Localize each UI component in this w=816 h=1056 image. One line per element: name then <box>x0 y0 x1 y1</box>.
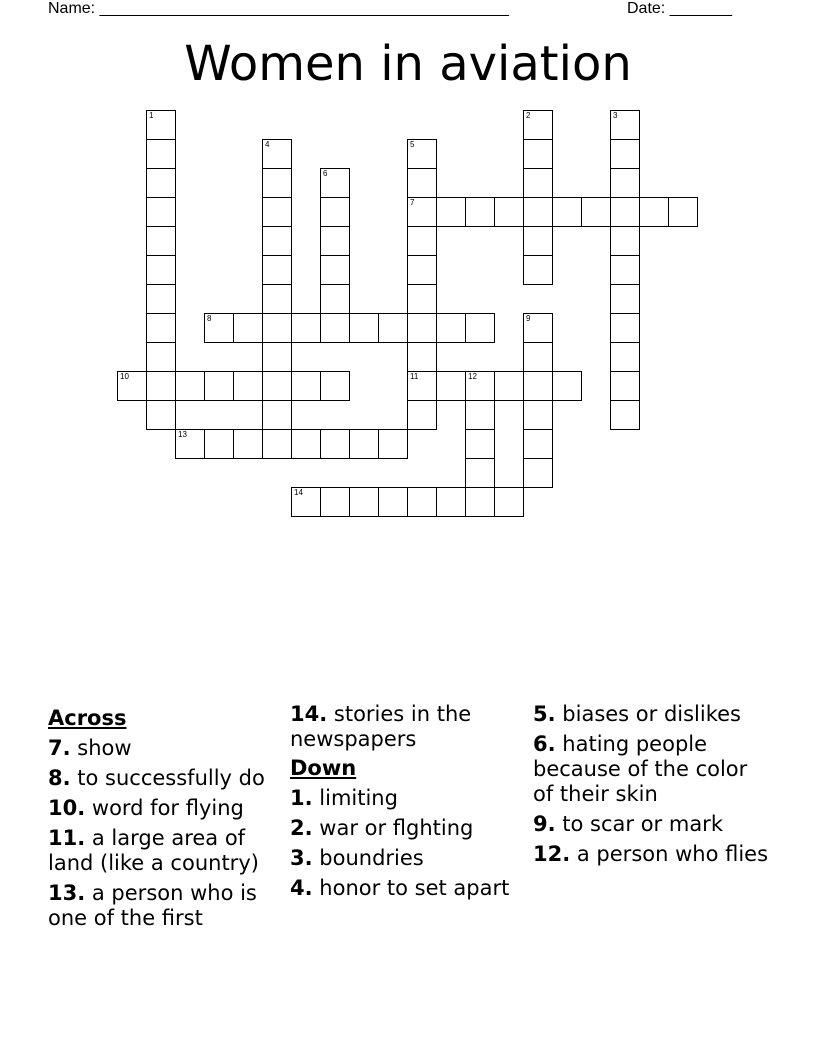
grid-cell[interactable] <box>175 429 205 459</box>
clue-number: 9. <box>533 812 556 836</box>
clue-text: show <box>77 736 132 760</box>
clue-text: honor to set apart <box>319 876 510 900</box>
clue-across-10 <box>48 796 288 821</box>
grid-cell[interactable] <box>320 429 350 459</box>
grid-cell[interactable] <box>523 429 553 459</box>
grid-cell[interactable] <box>610 168 640 198</box>
clue-column-1 <box>48 702 288 931</box>
clue-text: a large area of land (like a country) <box>48 826 259 875</box>
grid-cell[interactable] <box>407 168 437 198</box>
clue-number-label: 5 <box>410 140 415 149</box>
clue-number-label: 9 <box>526 314 531 323</box>
clue-down-12 <box>533 842 773 867</box>
clue-number: 2. <box>290 816 313 840</box>
grid-cell[interactable] <box>523 458 553 488</box>
grid-cell[interactable] <box>523 139 553 169</box>
grid-cell[interactable] <box>349 313 379 343</box>
date-field[interactable]: Date: _______ <box>627 0 732 17</box>
clue-text: biases or dislikes <box>562 702 741 726</box>
clue-down-1 <box>290 786 530 811</box>
grid-cell[interactable] <box>146 313 176 343</box>
clue-number-label: 11 <box>410 372 419 381</box>
grid-cell[interactable] <box>407 400 437 430</box>
grid-cell[interactable] <box>320 371 350 401</box>
grid-cell[interactable] <box>262 226 292 256</box>
grid-cell[interactable] <box>465 313 495 343</box>
clue-number: 13. <box>48 881 86 905</box>
grid-cell[interactable] <box>320 226 350 256</box>
clue-across-11 <box>48 826 288 876</box>
clue-number-label: 13 <box>178 430 187 439</box>
grid-cell[interactable] <box>494 197 524 227</box>
grid-cell[interactable] <box>523 255 553 285</box>
clue-text: stories in the newspapers <box>290 702 472 751</box>
grid-cell[interactable] <box>668 197 698 227</box>
grid-cell[interactable] <box>204 429 234 459</box>
clue-number-label: 1 <box>149 111 154 120</box>
grid-cell[interactable] <box>378 429 408 459</box>
grid-cell[interactable] <box>204 371 234 401</box>
clue-across-14 <box>290 702 530 752</box>
grid-cell[interactable] <box>146 371 176 401</box>
grid-cell[interactable] <box>523 371 553 401</box>
clue-text: limiting <box>319 786 398 810</box>
clue-text: boundries <box>319 846 424 870</box>
grid-cell[interactable] <box>465 487 495 517</box>
grid-cell[interactable] <box>494 371 524 401</box>
grid-cell[interactable] <box>407 487 437 517</box>
grid-cell[interactable] <box>291 429 321 459</box>
grid-cell[interactable] <box>262 400 292 430</box>
clue-number-label: 8 <box>207 314 212 323</box>
grid-cell[interactable] <box>320 255 350 285</box>
grid-cell[interactable] <box>407 197 437 227</box>
grid-cell[interactable] <box>523 110 553 140</box>
grid-cell[interactable] <box>291 371 321 401</box>
grid-cell[interactable] <box>407 371 437 401</box>
clue-number-label: 7 <box>410 198 415 207</box>
grid-cell[interactable] <box>146 255 176 285</box>
grid-cell[interactable] <box>146 139 176 169</box>
clue-number-label: 6 <box>323 169 328 178</box>
grid-cell[interactable] <box>610 342 640 372</box>
grid-cell[interactable] <box>262 342 292 372</box>
clue-number: 10. <box>48 796 86 820</box>
grid-cell[interactable] <box>204 313 234 343</box>
grid-cell[interactable] <box>262 255 292 285</box>
clue-down-6 <box>533 732 773 807</box>
clue-number: 7. <box>48 736 71 760</box>
grid-cell[interactable] <box>465 458 495 488</box>
clue-number: 11. <box>48 826 86 850</box>
grid-cell[interactable] <box>407 255 437 285</box>
grid-cell[interactable] <box>262 284 292 314</box>
clue-number-label: 2 <box>526 111 531 120</box>
clue-number: 3. <box>290 846 313 870</box>
grid-cell[interactable] <box>146 284 176 314</box>
clue-column-2 <box>290 702 530 901</box>
grid-cell[interactable] <box>349 487 379 517</box>
grid-cell[interactable] <box>407 284 437 314</box>
clue-down-9 <box>533 812 773 837</box>
grid-cell[interactable] <box>233 371 263 401</box>
clue-number-label: 4 <box>265 140 270 149</box>
grid-cell[interactable] <box>262 429 292 459</box>
grid-cell[interactable] <box>146 168 176 198</box>
clue-text: a person who is one of the first <box>48 881 257 930</box>
grid-cell[interactable] <box>523 342 553 372</box>
grid-cell[interactable] <box>262 313 292 343</box>
clue-number: 14. <box>290 702 328 726</box>
grid-cell[interactable] <box>291 313 321 343</box>
grid-cell[interactable] <box>610 371 640 401</box>
clue-text: a person who flies <box>576 842 769 866</box>
grid-cell[interactable] <box>465 371 495 401</box>
grid-cell[interactable] <box>610 400 640 430</box>
grid-cell[interactable] <box>494 487 524 517</box>
grid-cell[interactable] <box>262 168 292 198</box>
clue-number: 6. <box>533 732 556 756</box>
grid-cell[interactable] <box>262 197 292 227</box>
grid-cell[interactable] <box>436 197 466 227</box>
down-heading: Down <box>290 756 357 780</box>
grid-cell[interactable] <box>146 226 176 256</box>
clue-number-label: 12 <box>468 372 477 381</box>
grid-cell[interactable] <box>610 313 640 343</box>
grid-cell[interactable] <box>262 139 292 169</box>
grid-cell[interactable] <box>465 197 495 227</box>
clue-down-5 <box>533 702 773 727</box>
clue-number-label: 3 <box>613 111 618 120</box>
clue-number: 5. <box>533 702 556 726</box>
grid-cell[interactable] <box>581 197 611 227</box>
grid-cell[interactable] <box>639 197 669 227</box>
grid-cell[interactable] <box>146 342 176 372</box>
name-field[interactable]: Name: ______________________________________________ <box>48 0 509 17</box>
clue-across-13 <box>48 881 288 931</box>
grid-cell[interactable] <box>407 342 437 372</box>
grid-cell[interactable] <box>552 371 582 401</box>
grid-cell[interactable] <box>378 313 408 343</box>
grid-cell[interactable] <box>610 226 640 256</box>
grid-cell[interactable] <box>465 429 495 459</box>
grid-cell[interactable] <box>320 313 350 343</box>
grid-cell[interactable] <box>610 139 640 169</box>
clue-text: hating people because of the color of their skin <box>533 732 748 806</box>
grid-cell[interactable] <box>117 371 147 401</box>
clue-number-label: 14 <box>294 488 303 497</box>
clue-number: 1. <box>290 786 313 810</box>
grid-cell[interactable] <box>320 487 350 517</box>
grid-cell[interactable] <box>523 313 553 343</box>
grid-cell[interactable] <box>146 400 176 430</box>
grid-cell[interactable] <box>407 226 437 256</box>
clue-across-8 <box>48 766 288 791</box>
grid-cell[interactable] <box>320 168 350 198</box>
grid-cell[interactable] <box>233 429 263 459</box>
clue-text: word for flying <box>91 796 244 820</box>
grid-cell[interactable] <box>175 371 205 401</box>
grid-cell[interactable] <box>146 197 176 227</box>
grid-cell[interactable] <box>407 139 437 169</box>
grid-cell[interactable] <box>262 371 292 401</box>
grid-cell[interactable] <box>436 371 466 401</box>
across-heading: Across <box>48 706 127 730</box>
clue-text: to successfully do <box>77 766 265 790</box>
grid-cell[interactable] <box>291 487 321 517</box>
grid-cell[interactable] <box>320 284 350 314</box>
grid-cell[interactable] <box>407 313 437 343</box>
grid-cell[interactable] <box>436 313 466 343</box>
page-title: Women in aviation <box>184 36 632 92</box>
grid-cell[interactable] <box>233 313 263 343</box>
clue-number: 8. <box>48 766 71 790</box>
clue-number: 4. <box>290 876 313 900</box>
clue-number: 12. <box>533 842 571 866</box>
grid-cell[interactable] <box>610 197 640 227</box>
grid-cell[interactable] <box>378 487 408 517</box>
clue-down-2 <box>290 816 530 841</box>
clue-number-label: 10 <box>120 372 129 381</box>
clue-text: war or flghting <box>319 816 474 840</box>
grid-cell[interactable] <box>320 197 350 227</box>
grid-cell[interactable] <box>523 197 553 227</box>
grid-cell[interactable] <box>610 284 640 314</box>
grid-cell[interactable] <box>465 400 495 430</box>
grid-cell[interactable] <box>610 255 640 285</box>
grid-cell[interactable] <box>523 400 553 430</box>
grid-cell[interactable] <box>552 197 582 227</box>
grid-cell[interactable] <box>523 168 553 198</box>
clue-down-3 <box>290 846 530 871</box>
grid-cell[interactable] <box>610 110 640 140</box>
grid-cell[interactable] <box>523 226 553 256</box>
clue-column-3 <box>533 702 773 867</box>
grid-cell[interactable] <box>146 110 176 140</box>
grid-cell[interactable] <box>436 487 466 517</box>
clue-across-7 <box>48 736 288 761</box>
clue-down-4 <box>290 876 530 901</box>
clue-text: to scar or mark <box>562 812 723 836</box>
grid-cell[interactable] <box>349 429 379 459</box>
